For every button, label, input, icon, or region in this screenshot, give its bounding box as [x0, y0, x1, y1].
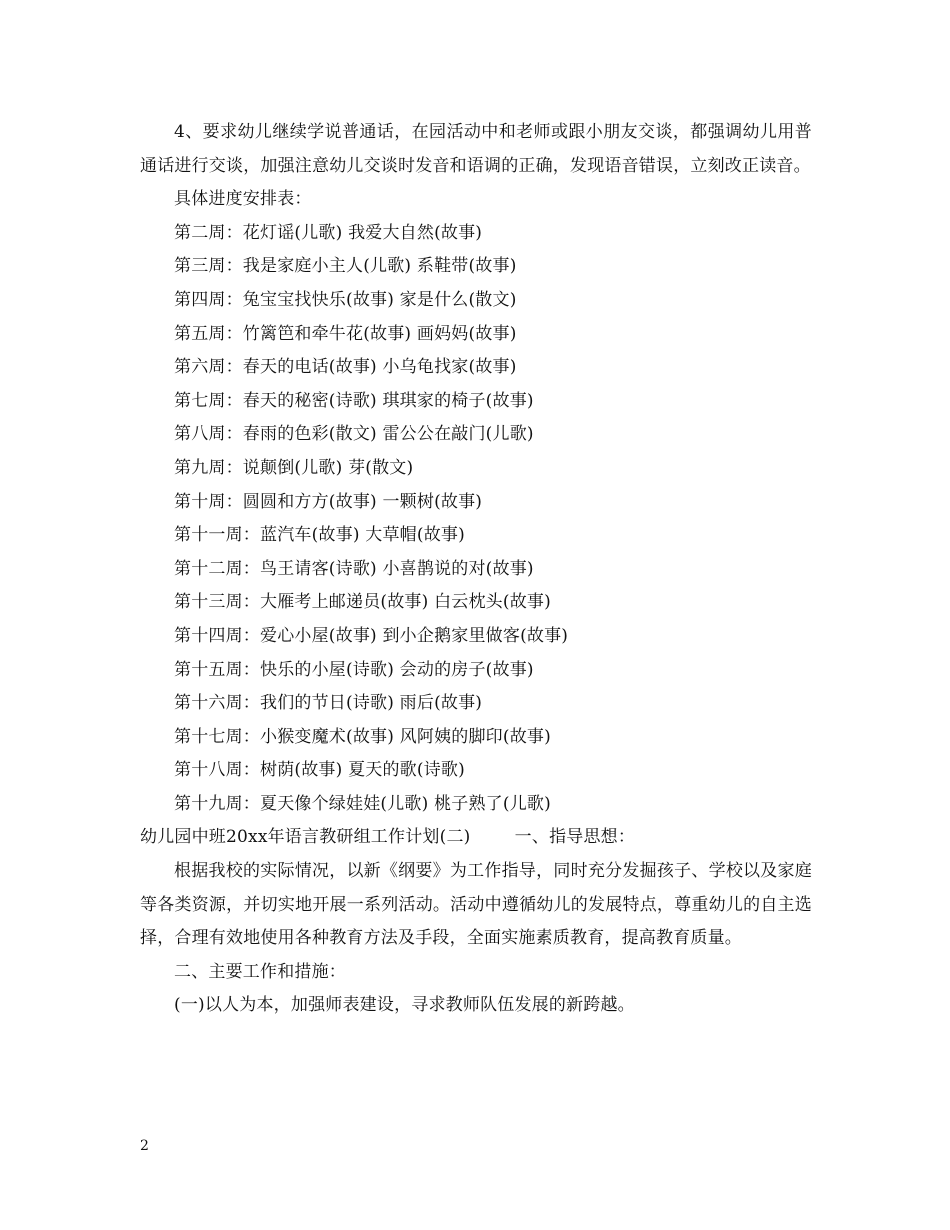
paragraph-people-oriented: (一)以人为本，加强师表建设，寻求教师队伍发展的新跨越。 — [174, 995, 635, 1016]
document-body — [140, 116, 812, 1023]
schedule-item: 第二周：花灯谣(儿歌) 我爱大自然(故事) — [174, 222, 483, 243]
schedule-item: 第七周：春天的秘密(诗歌) 琪琪家的椅子(故事) — [174, 390, 534, 411]
schedule-item: 第十一周：蓝汽车(故事) 大草帽(故事) — [174, 525, 465, 546]
schedule-item: 第十四周：爱心小屋(故事) 到小企鹅家里做客(故事) — [174, 625, 569, 646]
schedule-heading: 具体进度安排表： — [174, 189, 312, 210]
schedule-item: 第六周：春天的电话(故事) 小乌龟找家(故事) — [174, 357, 517, 378]
schedule-item: 第十八周：树荫(故事) 夏天的歌(诗歌) — [174, 760, 465, 781]
schedule-item: 第五周：竹篱笆和牵牛花(故事) 画妈妈(故事) — [174, 323, 517, 344]
schedule-item: 第十三周：大雁考上邮递员(故事) 白云枕头(故事) — [174, 592, 551, 613]
schedule-item: 第十周：圆圆和方方(故事) 一颗树(故事) — [174, 491, 483, 512]
schedule-item: 第九周：说颠倒(儿歌) 芽(散文) — [174, 457, 414, 478]
section-title: 幼儿园中班20xx年语言教研组工作计划(二) — [140, 827, 471, 848]
schedule-item: 第十六周：我们的节日(诗歌) 雨后(故事) — [174, 693, 483, 714]
section-first-heading: 一、指导思想： — [514, 827, 636, 848]
schedule-item: 第四周：兔宝宝找快乐(故事) 家是什么(散文) — [174, 289, 517, 310]
paragraph-guiding-thought: 根据我校的实际情况，以新《纲要》为工作指导，同时充分发掘孩子、学校以及家庭等各类资源，并切实地开展一系列活动。活动中遵循幼儿的发展特点，尊重幼儿的自主选择，合理有效地使用各种教育方法及手段，全面实施素质教育，提高教育质量。 — [140, 861, 812, 949]
schedule-item: 第十九周：夏天像个绿娃娃(儿歌) 桃子熟了(儿歌) — [174, 793, 551, 814]
heading-main-work: 二、主要工作和措施： — [174, 961, 346, 982]
schedule-list — [140, 217, 812, 822]
paragraph-requirement: 4、要求幼儿继续学说普通话，在园活动中和老师或跟小朋友交谈，都强调幼儿用普通话进行交谈，加强注意幼儿交谈时发音和语调的正确，发现语音错误，立刻改正读音。 — [140, 122, 812, 176]
schedule-item: 第八周：春雨的色彩(散文) 雷公公在敲门(儿歌) — [174, 424, 534, 445]
schedule-item: 第十五周：快乐的小屋(诗歌) 会动的房子(故事) — [174, 659, 534, 680]
schedule-item: 第十二周：鸟王请客(诗歌) 小喜鹊说的对(故事) — [174, 558, 534, 579]
page-number: 2 — [140, 1138, 149, 1154]
schedule-item: 第三周：我是家庭小主人(儿歌) 系鞋带(故事) — [174, 256, 517, 277]
section-title-line — [140, 821, 812, 855]
schedule-item: 第十七周：小猴变魔术(故事) 风阿姨的脚印(故事) — [174, 726, 551, 747]
